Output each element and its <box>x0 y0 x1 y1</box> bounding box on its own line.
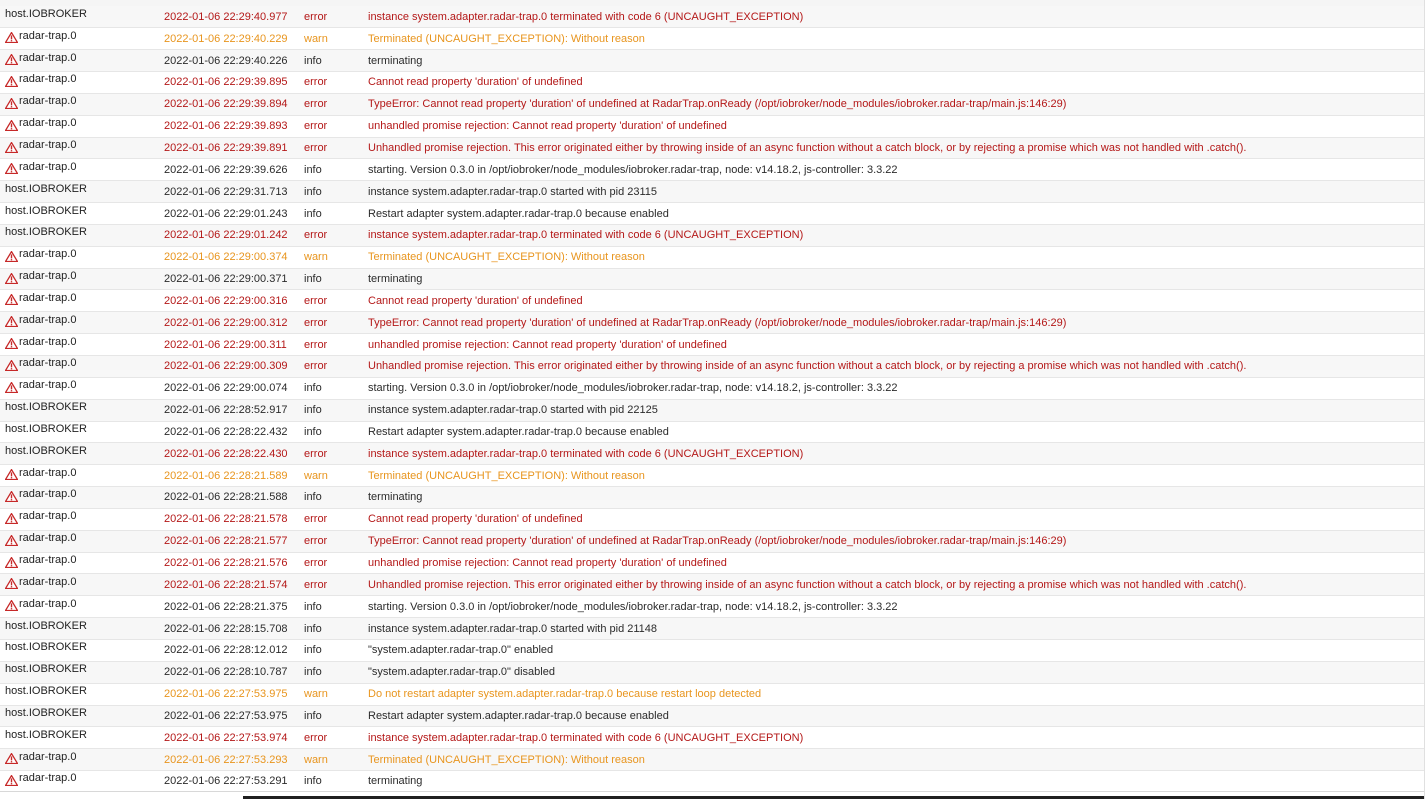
warning-icon <box>5 32 18 43</box>
log-source-cell <box>0 705 164 727</box>
log-message: starting. Version 0.3.0 in /opt/iobroker/node_modules/iobroker.radar-trap, node: v14.18.2, js-controller: 3.3.22 <box>368 377 1425 399</box>
warning-icon <box>5 578 18 589</box>
log-source-cell <box>0 28 164 50</box>
log-message: starting. Version 0.3.0 in /opt/iobroker/node_modules/iobroker.radar-trap, node: v14.18.2, js-controller: 3.3.22 <box>368 159 1425 181</box>
log-row[interactable] <box>0 334 1425 356</box>
warning-icon <box>5 273 18 284</box>
log-source-cell <box>0 159 164 181</box>
log-time: 2022-01-06 22:28:12.012 <box>164 639 304 661</box>
log-time: 2022-01-06 22:28:21.375 <box>164 596 304 618</box>
log-time: 2022-01-06 22:29:01.243 <box>164 203 304 225</box>
log-severity: info <box>304 639 368 661</box>
log-time: 2022-01-06 22:29:39.891 <box>164 137 304 159</box>
log-time: 2022-01-06 22:27:53.974 <box>164 727 304 749</box>
log-row[interactable] <box>0 596 1425 618</box>
log-severity: warn <box>304 465 368 487</box>
log-time: 2022-01-06 22:28:52.917 <box>164 399 304 421</box>
log-severity: error <box>304 727 368 749</box>
log-source: radar-trap.0 <box>19 95 77 108</box>
log-source: radar-trap.0 <box>19 379 77 392</box>
log-severity: error <box>304 93 368 115</box>
log-message: unhandled promise rejection: Cannot read property 'duration' of undefined <box>368 552 1425 574</box>
warning-icon <box>5 600 18 611</box>
log-time: 2022-01-06 22:29:00.311 <box>164 334 304 356</box>
log-time: 2022-01-06 22:29:39.894 <box>164 93 304 115</box>
log-time: 2022-01-06 22:29:39.626 <box>164 159 304 181</box>
log-row[interactable] <box>0 224 1425 246</box>
log-message: Unhandled promise rejection. This error originated either by throwing inside of an async function without a catch block, or by rejecting a promise which was not handled with .catch(). <box>368 137 1425 159</box>
log-time: 2022-01-06 22:28:21.577 <box>164 530 304 552</box>
warning-icon <box>5 294 18 305</box>
log-message: TypeError: Cannot read property 'duration' of undefined at RadarTrap.onReady (/opt/iobroker/node_modules/iobroker.radar-trap/main.js:146:29) <box>368 93 1425 115</box>
log-message: instance system.adapter.radar-trap.0 started with pid 23115 <box>368 181 1425 203</box>
log-time: 2022-01-06 22:28:10.787 <box>164 661 304 683</box>
log-source: host.IOBROKER <box>5 685 87 698</box>
log-message: Unhandled promise rejection. This error originated either by throwing inside of an async function without a catch block, or by rejecting a promise which was not handled with .catch(). <box>368 574 1425 596</box>
warning-icon <box>5 535 18 546</box>
log-severity: warn <box>304 246 368 268</box>
log-table <box>0 6 1425 793</box>
log-source-cell <box>0 574 164 596</box>
log-source-cell <box>0 465 164 487</box>
log-message: terminating <box>368 487 1425 509</box>
log-source-cell <box>0 661 164 683</box>
log-row[interactable] <box>0 552 1425 574</box>
log-severity: info <box>304 618 368 640</box>
log-message: unhandled promise rejection: Cannot read property 'duration' of undefined <box>368 334 1425 356</box>
log-source: radar-trap.0 <box>19 575 77 588</box>
log-source: radar-trap.0 <box>19 138 77 151</box>
log-source: radar-trap.0 <box>19 750 77 763</box>
log-row[interactable] <box>0 661 1425 683</box>
log-source-cell <box>0 749 164 771</box>
log-severity: info <box>304 421 368 443</box>
log-time: 2022-01-06 22:27:53.291 <box>164 771 304 793</box>
log-source-cell <box>0 356 164 378</box>
log-row[interactable] <box>0 203 1425 225</box>
log-time: 2022-01-06 22:29:00.374 <box>164 246 304 268</box>
log-message: Cannot read property 'duration' of undefined <box>368 290 1425 312</box>
log-message: Do not restart adapter system.adapter.radar-trap.0 because restart loop detected <box>368 683 1425 705</box>
log-severity: info <box>304 203 368 225</box>
log-message: Restart adapter system.adapter.radar-trap.0 because enabled <box>368 203 1425 225</box>
log-time: 2022-01-06 22:29:40.226 <box>164 50 304 72</box>
log-source: host.IOBROKER <box>5 401 87 414</box>
log-severity: error <box>304 290 368 312</box>
log-row[interactable] <box>0 399 1425 421</box>
log-message: "system.adapter.radar-trap.0" enabled <box>368 639 1425 661</box>
log-message: terminating <box>368 268 1425 290</box>
log-row[interactable] <box>0 421 1425 443</box>
log-time: 2022-01-06 22:29:00.371 <box>164 268 304 290</box>
log-severity: error <box>304 6 368 28</box>
log-row[interactable] <box>0 683 1425 705</box>
log-source-cell <box>0 72 164 94</box>
warning-icon <box>5 338 18 349</box>
log-severity: info <box>304 50 368 72</box>
warning-icon <box>5 382 18 393</box>
log-message: Cannot read property 'duration' of undefined <box>368 72 1425 94</box>
log-severity: info <box>304 661 368 683</box>
log-message: "system.adapter.radar-trap.0" disabled <box>368 661 1425 683</box>
log-source: host.IOBROKER <box>5 706 87 719</box>
log-source-cell <box>0 399 164 421</box>
log-source: host.IOBROKER <box>5 226 87 239</box>
log-source-cell <box>0 312 164 334</box>
log-source-cell <box>0 334 164 356</box>
log-time: 2022-01-06 22:28:21.588 <box>164 487 304 509</box>
log-source-cell <box>0 181 164 203</box>
log-time: 2022-01-06 22:27:53.975 <box>164 683 304 705</box>
log-source: radar-trap.0 <box>19 73 77 86</box>
log-severity: error <box>304 530 368 552</box>
log-source-cell <box>0 771 164 793</box>
log-source: radar-trap.0 <box>19 554 77 567</box>
log-source: radar-trap.0 <box>19 29 77 42</box>
log-row[interactable] <box>0 443 1425 465</box>
log-source-cell <box>0 596 164 618</box>
log-time: 2022-01-06 22:29:00.074 <box>164 377 304 399</box>
log-row[interactable] <box>0 6 1425 28</box>
log-source-cell <box>0 268 164 290</box>
log-time: 2022-01-06 22:28:21.589 <box>164 465 304 487</box>
log-source-cell <box>0 618 164 640</box>
warning-icon <box>5 251 18 262</box>
log-source: radar-trap.0 <box>19 160 77 173</box>
log-source-cell <box>0 487 164 509</box>
log-severity: error <box>304 72 368 94</box>
log-source: host.IOBROKER <box>5 641 87 654</box>
log-time: 2022-01-06 22:29:31.713 <box>164 181 304 203</box>
log-message: terminating <box>368 771 1425 793</box>
log-severity: info <box>304 771 368 793</box>
log-severity: warn <box>304 28 368 50</box>
log-time: 2022-01-06 22:29:00.309 <box>164 356 304 378</box>
log-row[interactable] <box>0 487 1425 509</box>
log-message: Restart adapter system.adapter.radar-trap.0 because enabled <box>368 421 1425 443</box>
log-row[interactable] <box>0 181 1425 203</box>
log-message: Terminated (UNCAUGHT_EXCEPTION): Without reason <box>368 465 1425 487</box>
log-source: radar-trap.0 <box>19 117 77 130</box>
log-time: 2022-01-06 22:29:40.229 <box>164 28 304 50</box>
log-source-cell <box>0 683 164 705</box>
warning-icon <box>5 753 18 764</box>
log-row[interactable] <box>0 749 1425 771</box>
log-severity: info <box>304 487 368 509</box>
log-time: 2022-01-06 22:28:22.432 <box>164 421 304 443</box>
warning-icon <box>5 491 18 502</box>
log-severity: info <box>304 181 368 203</box>
log-message: Terminated (UNCAUGHT_EXCEPTION): Without reason <box>368 246 1425 268</box>
log-source: radar-trap.0 <box>19 291 77 304</box>
log-time: 2022-01-06 22:29:01.242 <box>164 224 304 246</box>
log-source: host.IOBROKER <box>5 182 87 195</box>
log-time: 2022-01-06 22:28:22.430 <box>164 443 304 465</box>
log-source: radar-trap.0 <box>19 772 77 785</box>
warning-icon <box>5 557 18 568</box>
log-severity: error <box>304 334 368 356</box>
log-message: Terminated (UNCAUGHT_EXCEPTION): Without reason <box>368 28 1425 50</box>
log-severity: warn <box>304 749 368 771</box>
log-source-cell <box>0 421 164 443</box>
warning-icon <box>5 513 18 524</box>
log-row[interactable] <box>0 28 1425 50</box>
log-row[interactable] <box>0 639 1425 661</box>
log-source-cell <box>0 377 164 399</box>
log-time: 2022-01-06 22:29:40.977 <box>164 6 304 28</box>
warning-icon <box>5 316 18 327</box>
log-message: Terminated (UNCAUGHT_EXCEPTION): Without reason <box>368 749 1425 771</box>
log-source-cell <box>0 50 164 72</box>
log-severity: error <box>304 356 368 378</box>
log-time: 2022-01-06 22:28:21.574 <box>164 574 304 596</box>
log-message: starting. Version 0.3.0 in /opt/iobroker/node_modules/iobroker.radar-trap, node: v14.18.2, js-controller: 3.3.22 <box>368 596 1425 618</box>
log-source-cell <box>0 224 164 246</box>
log-message: instance system.adapter.radar-trap.0 terminated with code 6 (UNCAUGHT_EXCEPTION) <box>368 727 1425 749</box>
log-source-cell <box>0 115 164 137</box>
log-source: radar-trap.0 <box>19 248 77 261</box>
warning-icon <box>5 76 18 87</box>
log-message: instance system.adapter.radar-trap.0 started with pid 21148 <box>368 618 1425 640</box>
log-row[interactable] <box>0 72 1425 94</box>
log-message: unhandled promise rejection: Cannot read property 'duration' of undefined <box>368 115 1425 137</box>
log-row[interactable] <box>0 727 1425 749</box>
log-row[interactable] <box>0 246 1425 268</box>
log-source: radar-trap.0 <box>19 597 77 610</box>
log-severity: error <box>304 312 368 334</box>
log-source: host.IOBROKER <box>5 204 87 217</box>
log-source-cell <box>0 137 164 159</box>
log-row[interactable] <box>0 356 1425 378</box>
log-time: 2022-01-06 22:29:39.895 <box>164 72 304 94</box>
log-time: 2022-01-06 22:28:15.708 <box>164 618 304 640</box>
log-severity: error <box>304 137 368 159</box>
log-source: host.IOBROKER <box>5 728 87 741</box>
log-severity: error <box>304 552 368 574</box>
log-source-cell <box>0 530 164 552</box>
log-message: instance system.adapter.radar-trap.0 started with pid 22125 <box>368 399 1425 421</box>
log-message: instance system.adapter.radar-trap.0 terminated with code 6 (UNCAUGHT_EXCEPTION) <box>368 6 1425 28</box>
log-message: Cannot read property 'duration' of undefined <box>368 508 1425 530</box>
log-severity: info <box>304 268 368 290</box>
log-source-cell <box>0 639 164 661</box>
log-source-cell <box>0 552 164 574</box>
log-severity: info <box>304 399 368 421</box>
log-row[interactable] <box>0 159 1425 181</box>
log-source: host.IOBROKER <box>5 444 87 457</box>
log-body <box>0 6 1425 792</box>
log-row[interactable] <box>0 574 1425 596</box>
log-severity: info <box>304 705 368 727</box>
log-source-cell <box>0 290 164 312</box>
log-row[interactable] <box>0 618 1425 640</box>
log-row[interactable] <box>0 771 1425 793</box>
log-source: radar-trap.0 <box>19 335 77 348</box>
log-severity: error <box>304 574 368 596</box>
log-time: 2022-01-06 22:29:00.312 <box>164 312 304 334</box>
log-severity: error <box>304 224 368 246</box>
log-message: TypeError: Cannot read property 'duration' of undefined at RadarTrap.onReady (/opt/iobroker/node_modules/iobroker.radar-trap/main.js:146:29) <box>368 312 1425 334</box>
log-row[interactable] <box>0 377 1425 399</box>
log-source: radar-trap.0 <box>19 510 77 523</box>
log-message: instance system.adapter.radar-trap.0 terminated with code 6 (UNCAUGHT_EXCEPTION) <box>368 224 1425 246</box>
log-message: Unhandled promise rejection. This error originated either by throwing inside of an async function without a catch block, or by rejecting a promise which was not handled with .catch(). <box>368 356 1425 378</box>
log-severity: info <box>304 159 368 181</box>
log-source-cell <box>0 508 164 530</box>
log-severity: error <box>304 508 368 530</box>
log-row[interactable] <box>0 50 1425 72</box>
log-time: 2022-01-06 22:27:53.293 <box>164 749 304 771</box>
log-source: radar-trap.0 <box>19 488 77 501</box>
log-row[interactable] <box>0 530 1425 552</box>
log-source: radar-trap.0 <box>19 270 77 283</box>
log-row[interactable] <box>0 705 1425 727</box>
log-source: host.IOBROKER <box>5 663 87 676</box>
log-row[interactable] <box>0 465 1425 487</box>
log-source: radar-trap.0 <box>19 51 77 64</box>
warning-icon <box>5 360 18 371</box>
warning-icon <box>5 469 18 480</box>
warning-icon <box>5 142 18 153</box>
log-row[interactable] <box>0 115 1425 137</box>
log-row[interactable] <box>0 312 1425 334</box>
log-time: 2022-01-06 22:28:21.578 <box>164 508 304 530</box>
log-message: TypeError: Cannot read property 'duration' of undefined at RadarTrap.onReady (/opt/iobroker/node_modules/iobroker.radar-trap/main.js:146:29) <box>368 530 1425 552</box>
log-source: radar-trap.0 <box>19 313 77 326</box>
log-severity: error <box>304 115 368 137</box>
warning-icon <box>5 775 18 786</box>
log-row[interactable] <box>0 290 1425 312</box>
log-source-cell <box>0 93 164 115</box>
warning-icon <box>5 98 18 109</box>
log-source: host.IOBROKER <box>5 422 87 435</box>
log-severity: info <box>304 377 368 399</box>
log-time: 2022-01-06 22:29:39.893 <box>164 115 304 137</box>
log-row[interactable] <box>0 137 1425 159</box>
log-time: 2022-01-06 22:29:00.316 <box>164 290 304 312</box>
log-source: radar-trap.0 <box>19 357 77 370</box>
log-source-cell <box>0 6 164 28</box>
log-severity: error <box>304 443 368 465</box>
log-source-cell <box>0 246 164 268</box>
log-severity: info <box>304 596 368 618</box>
log-source-cell <box>0 727 164 749</box>
log-message: terminating <box>368 50 1425 72</box>
log-row[interactable] <box>0 93 1425 115</box>
log-message: instance system.adapter.radar-trap.0 terminated with code 6 (UNCAUGHT_EXCEPTION) <box>368 443 1425 465</box>
log-time: 2022-01-06 22:27:53.975 <box>164 705 304 727</box>
log-row[interactable] <box>0 508 1425 530</box>
warning-icon <box>5 163 18 174</box>
log-message: Restart adapter system.adapter.radar-trap.0 because enabled <box>368 705 1425 727</box>
log-row[interactable] <box>0 268 1425 290</box>
log-source: host.IOBROKER <box>5 7 87 20</box>
log-source-cell <box>0 443 164 465</box>
warning-icon <box>5 120 18 131</box>
log-source-cell <box>0 203 164 225</box>
log-source: radar-trap.0 <box>19 466 77 479</box>
log-source: host.IOBROKER <box>5 619 87 632</box>
log-source: radar-trap.0 <box>19 532 77 545</box>
warning-icon <box>5 54 18 65</box>
log-severity: warn <box>304 683 368 705</box>
log-time: 2022-01-06 22:28:21.576 <box>164 552 304 574</box>
